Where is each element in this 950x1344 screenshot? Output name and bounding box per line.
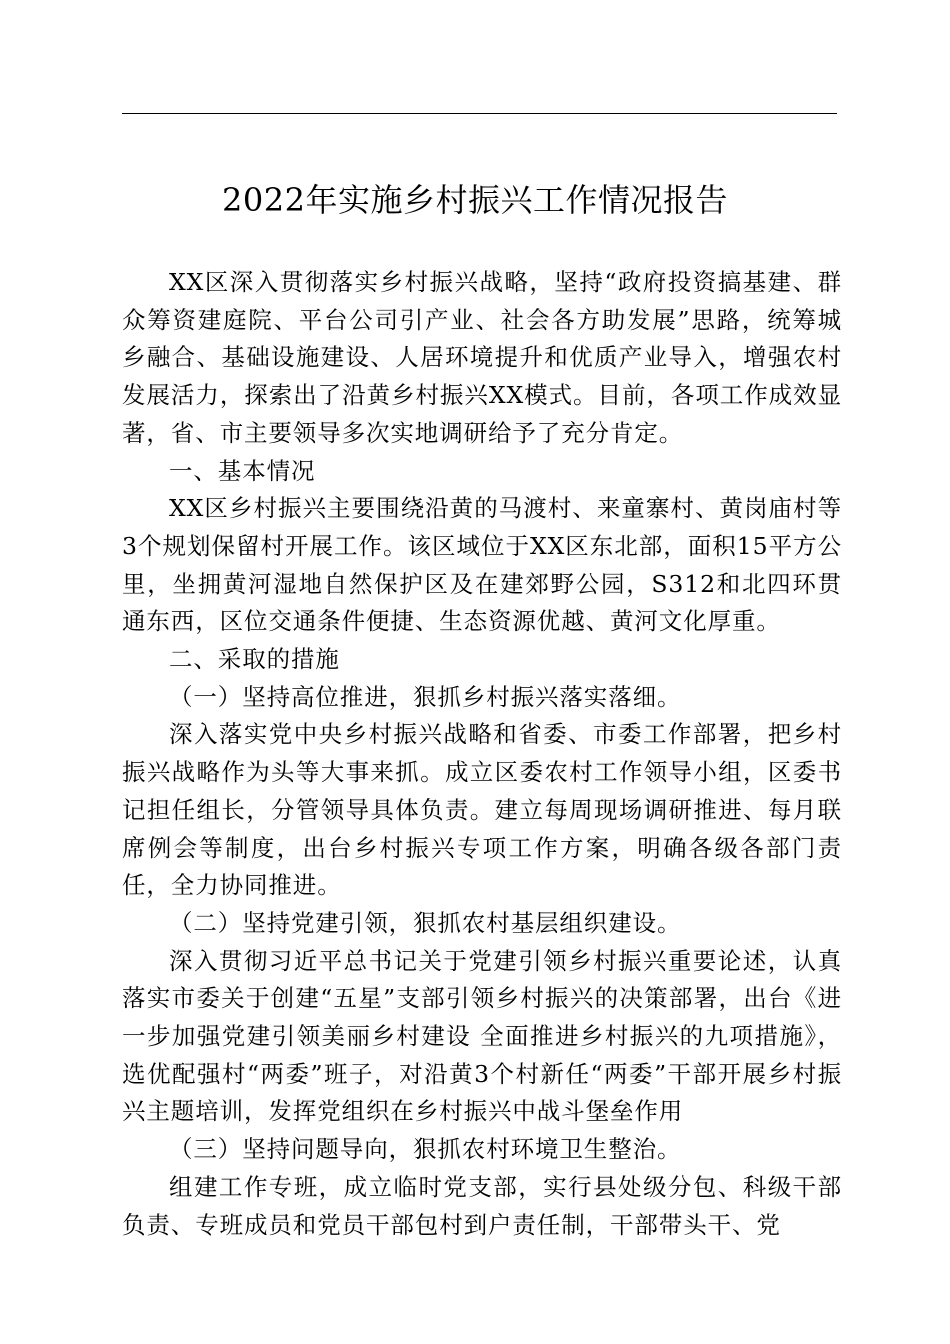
- basic-situation-paragraph: XX区乡村振兴主要围绕沿黄的马渡村、来童寨村、黄岗庙村等3个规划保留村开展工作。该区域位于XX区东北部，面积15平方公里，坐拥黄河湿地自然保护区及在建郊野公园，S312和北四环贯通东西，区位交通条件便捷、生态资源优越、黄河文化厚重。: [122, 494, 842, 636]
- problem-oriented-paragraph: 组建工作专班，成立临时党支部，实行县处级分包、科级干部负责、专班成员和党员干部包村到户责任制，干部带头干、党: [122, 1172, 842, 1239]
- high-level-promotion-paragraph: 深入落实党中央乡村振兴战略和省委、市委工作部署，把乡村振兴战略作为头等大事来抓。成立区委农村工作领导小组，区委书记担任组长，分管领导具体负责。建立每周现场调研推进、每月联席例会等制度，出台乡村振兴专项工作方案，明确各级各部门责任，全力协同推进。: [122, 720, 842, 900]
- header-rule: [122, 113, 837, 114]
- section-heading-measures: 二、采取的措施: [169, 645, 340, 674]
- document-body: [122, 264, 842, 1244]
- document-title: 2022年实施乡村振兴工作情况报告: [222, 181, 728, 219]
- party-building-paragraph: 深入贯彻习近平总书记关于党建引领乡村振兴重要论述，认真落实市委关于创建“五星”支部引领乡村振兴的决策部署，出台《进一步加强党建引领美丽乡村建设 全面推进乡村振兴的九项措施》，选优配强村“两委”班子，对沿黄3个村新任“两委”干部开展乡村振兴主题培训，发挥党组织在乡村振兴中战斗堡垒作用: [122, 946, 842, 1126]
- subheading-party-building: （二）坚持党建引领，狠抓农村基层组织建设。: [169, 908, 682, 937]
- subheading-problem-oriented: （三）坚持问题导向，狠抓农村环境卫生整治。: [169, 1135, 682, 1164]
- section-heading-basic-situation: 一、基本情况: [169, 456, 316, 485]
- intro-paragraph: XX区深入贯彻落实乡村振兴战略，坚持“政府投资搞基建、群众筹资建庭院、平台公司引产业、社会各方助发展”思路，统筹城乡融合、基础设施建设、人居环境提升和优质产业导入，增强农村发展活力，探索出了沿黄乡村振兴XX模式。目前，各项工作成效显著，省、市主要领导多次实地调研给予了充分肯定。: [122, 268, 842, 447]
- subheading-high-level-promotion: （一）坚持高位推进，狠抓乡村振兴落实落细。: [169, 682, 682, 711]
